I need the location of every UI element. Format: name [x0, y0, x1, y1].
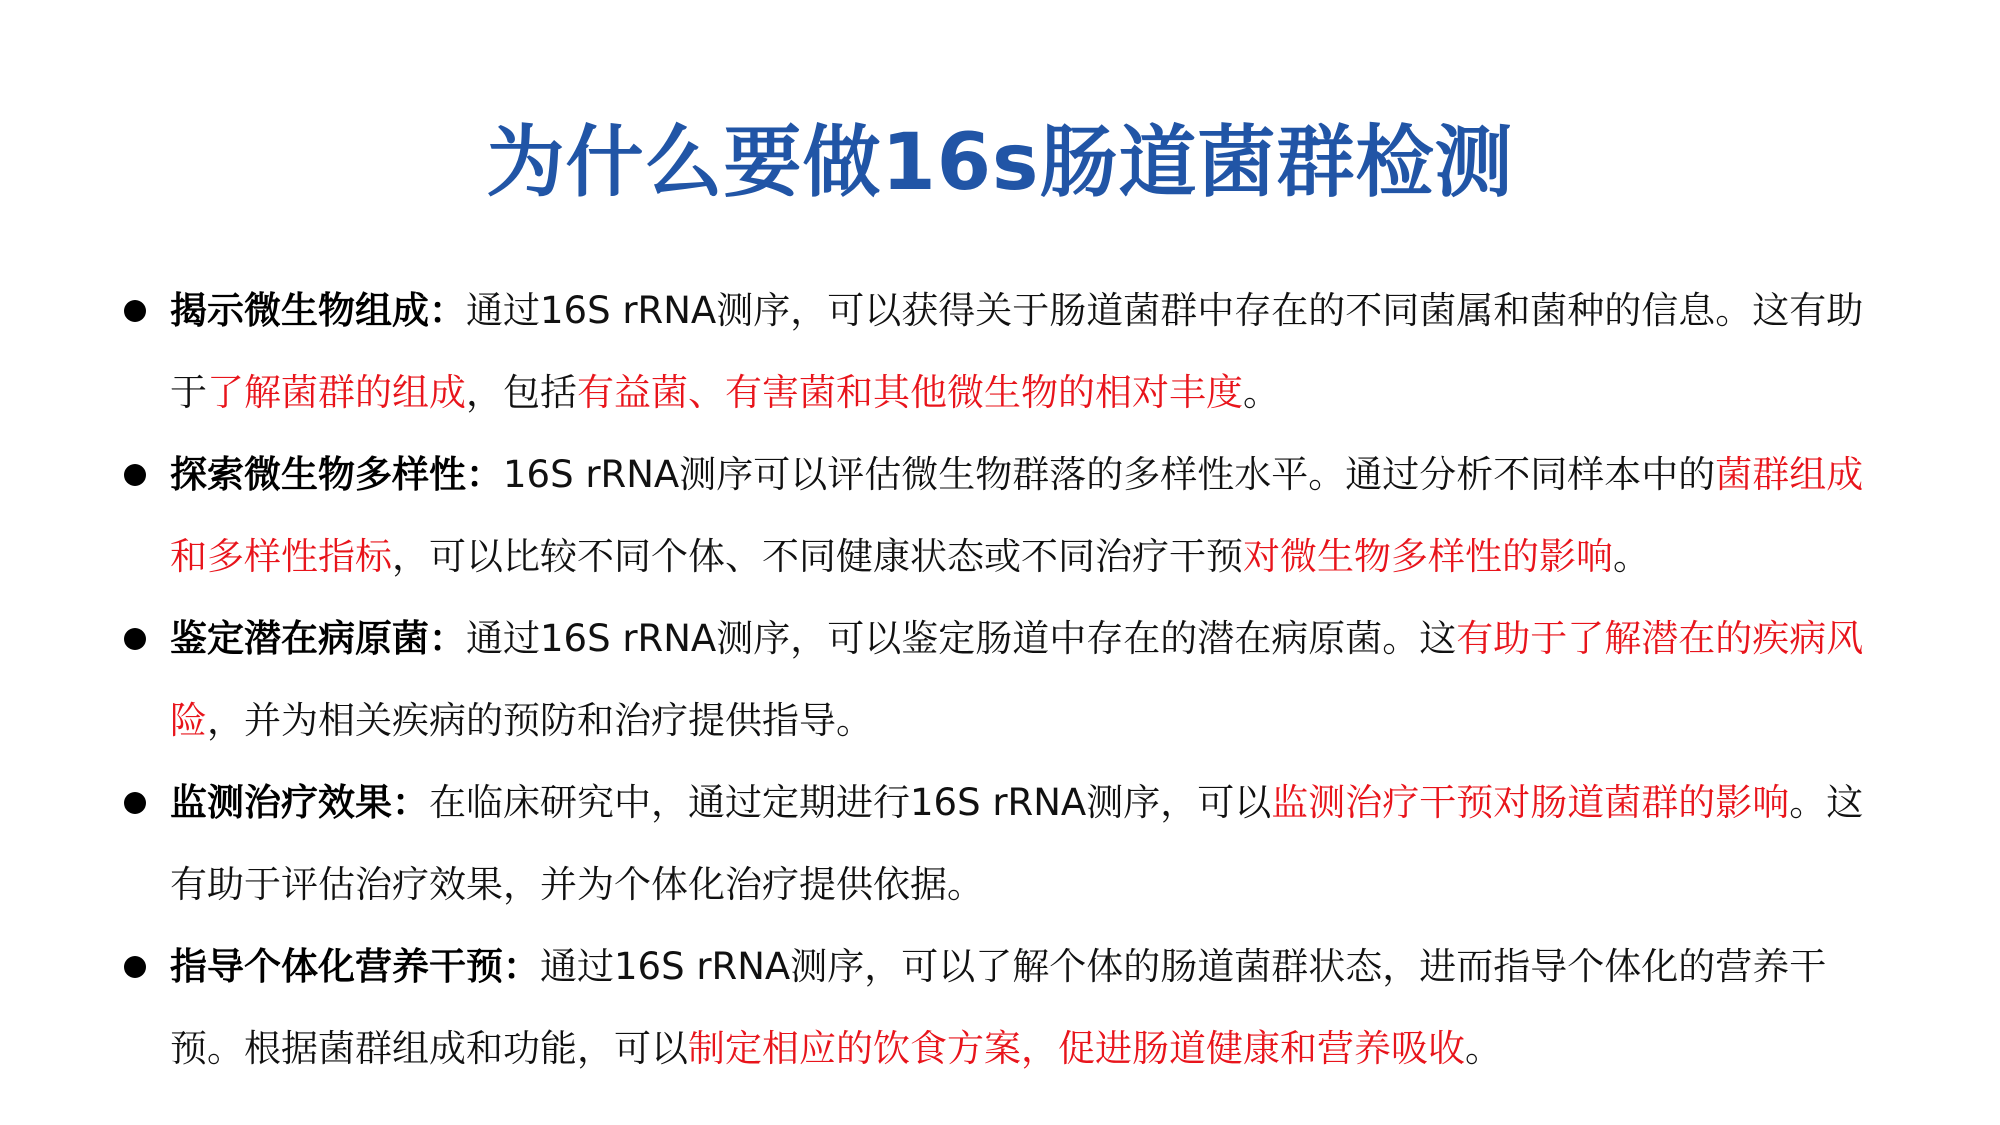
- bullet-highlight: 监测治疗干预对肠道菌群的影响: [1271, 781, 1790, 824]
- bullet-heading: 探索微生物多样性：: [170, 453, 503, 496]
- bullet-highlight: 有助于了解潜在的疾病风险: [170, 617, 1864, 742]
- bullet-highlight: 制定相应的饮食方案，促进肠道健康和营养吸收: [688, 1027, 1465, 1070]
- bullet-text: 。: [1465, 1027, 1502, 1070]
- bullet-text: 16S rRNA测序可以评估微生物群落的多样性水平。通过分析不同样本中的: [503, 453, 1716, 496]
- bullet-dot-icon: [124, 628, 146, 650]
- bullet-dot-icon: [124, 300, 146, 322]
- bullet-item-nutrition-guidance: [120, 926, 1890, 1090]
- bullet-heading: 鉴定潜在病原菌：: [170, 617, 466, 660]
- bullet-text: 。这有助于评估治疗效果，并为个体化治疗提供依据。: [170, 781, 1864, 906]
- bullet-highlight: 有益菌、有害菌和其他微生物的相对丰度: [577, 371, 1243, 414]
- bullet-item-microbial-diversity: [120, 434, 1890, 598]
- bullet-item-pathogens: [120, 598, 1890, 762]
- bullet-text: 。: [1613, 535, 1650, 578]
- bullet-heading: 指导个体化营养干预：: [170, 945, 540, 988]
- bullet-dot-icon: [124, 792, 146, 814]
- bullet-highlight: 了解菌群的组成: [207, 371, 466, 414]
- page-title: 为什么要做16s肠道菌群检测: [486, 118, 1514, 208]
- bullet-text: 通过16S rRNA测序，可以了解个体的肠道菌群状态，进而指导个体化的营养干预。根据菌群组成和功能，可以: [170, 945, 1827, 1070]
- bullet-text: ，包括: [466, 371, 577, 414]
- bullet-dot-icon: [124, 956, 146, 978]
- bullet-highlight: 菌群组成和多样性指标: [170, 453, 1864, 578]
- bullet-text: ，并为相关疾病的预防和治疗提供指导。: [207, 699, 873, 742]
- bullet-item-treatment-monitoring: [120, 762, 1890, 926]
- bullet-text: 在临床研究中，通过定期进行16S rRNA测序，可以: [429, 781, 1272, 824]
- bullet-list: [120, 270, 1890, 1090]
- bullet-text: 。: [1243, 371, 1280, 414]
- bullet-highlight: 对微生物多样性的影响: [1243, 535, 1613, 578]
- bullet-text: 通过16S rRNA测序，可以获得关于肠道菌群中存在的不同菌属和菌种的信息。这有助于: [170, 289, 1864, 414]
- bullet-dot-icon: [124, 464, 146, 486]
- bullet-item-microbial-composition: [120, 270, 1890, 434]
- bullet-heading: 监测治疗效果：: [170, 781, 429, 824]
- bullet-text: 通过16S rRNA测序，可以鉴定肠道中存在的潜在病原菌。这: [466, 617, 1457, 660]
- bullet-text: ，可以比较不同个体、不同健康状态或不同治疗干预: [392, 535, 1243, 578]
- bullet-heading: 揭示微生物组成：: [170, 289, 466, 332]
